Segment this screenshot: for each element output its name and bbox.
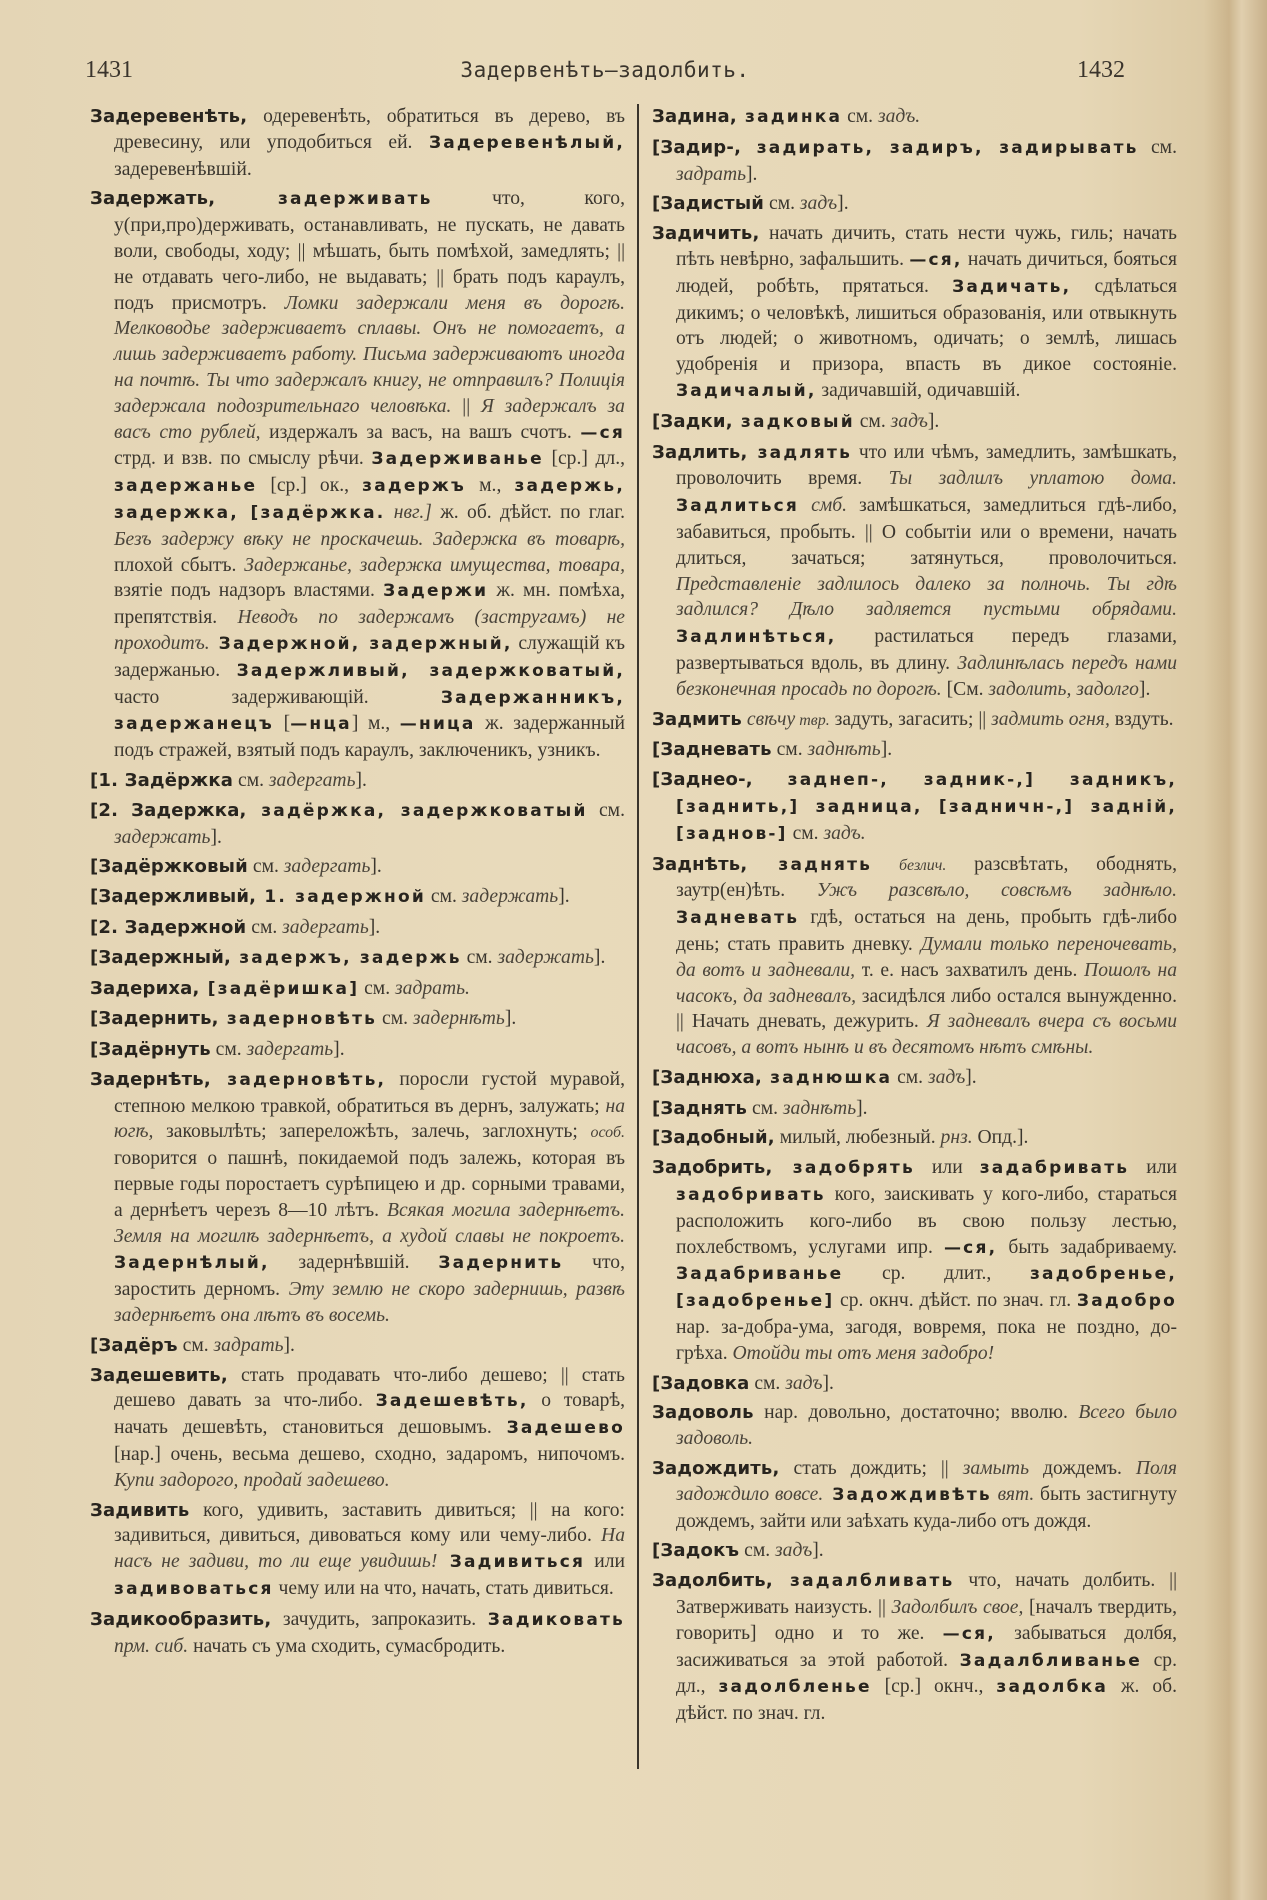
definition-text: зачудить, запроказить. [271,1608,488,1630]
definition-text: см. [771,739,808,761]
example-text: свѣчу [742,708,796,730]
definition-text: см. [210,1039,247,1061]
definition-text: милый, любезный. [774,1127,941,1149]
example-text: задъ [890,410,928,432]
headword: Задина, [652,106,737,127]
definition-text: взятіе подъ надзоръ властями. [114,580,384,602]
derived-form: Задерживанье [371,449,544,470]
example-text: задержать [114,826,211,848]
headword: Задмить [652,708,743,730]
headword: Задолбить, [652,1570,773,1592]
example-text: задъ [785,1372,823,1394]
definition-text: забываться долбя, засиживаться за этой работой. [676,1622,1177,1671]
definition-text: см. [787,822,824,844]
derived-form: заднюшка [762,1067,893,1088]
derived-form: Задневать [676,908,800,929]
headword: [Задистый [652,193,765,215]
derived-form: Задичалый, [676,380,817,401]
definition-text: задичавшій, одичавшій. [816,379,1021,401]
headword: [Задернить, [90,1008,219,1030]
definition-text: заковылѣть; запереложѣть, залечь, заглохнуть; [153,1121,591,1143]
definition-text: или [914,1157,980,1179]
definition-text: задернѣвшій. [269,1252,439,1274]
definition-text: см. [739,1540,776,1562]
definition-text: говорится о пашнѣ, покидаемой подъ залежь, которая въ первые годы поростаетъ сурѣпицею и др. сорными травами, а дернѣетъ черезъ 8—10 лѣтъ. [114,1148,625,1221]
headword: Задобрить, [652,1157,773,1179]
dictionary-entry [90,1498,625,1603]
definition-text: стрд. и взв. по смыслу рѣчи. [114,448,372,470]
derived-form: задивоваться [114,1579,274,1600]
example-text: задернѣть [412,1008,505,1030]
derived-form: задобривать [676,1185,826,1206]
example-text: Я задержалъ за васъ сто рублей, [114,395,625,443]
definition-text: растилаться передъ глазами, развертываться вдоль, въ длину. [676,626,1177,674]
derived-form: Задешевѣть, [375,1391,529,1412]
definition-text: ср. дл., [676,1649,1177,1698]
dictionary-entry [90,1037,625,1063]
derived-form: Задержи [383,581,489,602]
definition-text: или [585,1551,626,1573]
definition-text: см. [246,916,283,938]
definition-text: ]. [880,739,893,761]
example-text: задъ. [877,106,921,127]
example-text: задержать [497,946,594,968]
definition-text: стать продавать что-либо дешево; || стать дешево давать за что-либо. [114,1364,625,1412]
dictionary-entry [652,852,1177,1061]
definition-text: сдѣлаться дикимъ; о человѣкѣ, лишиться образованія, или отвыкнуть отъ людей; о животномъ, одичать; о землѣ, лишась удобренія и призора, впасть въ дикое состояніе. [676,275,1177,376]
headword: Задешевить, [90,1364,228,1386]
page-header [85,52,1125,88]
example-text: Задлинѣлась передъ нами безконечная просадь по дорогѣ. [676,652,1178,700]
headword: [Заднео-, [652,769,753,791]
example-text: Поля задождило вовсе. [676,1458,1177,1505]
example-text: Ужъ разсвѣло, совсѣмъ заднѣло. [816,880,1177,902]
definition-text: часто задерживающій. [114,686,441,708]
dictionary-entry [652,1538,1177,1564]
example-text: рнз. [940,1127,973,1149]
example-text: задергать [282,916,369,938]
derived-form: Задернить [438,1253,564,1274]
left-column [90,104,625,1663]
headword: [Задки, [652,410,733,432]
column-divider [637,104,639,1769]
headword: [Задёржковый [90,856,248,878]
derived-form: задержъ, задержь [231,947,462,968]
dictionary-entry [90,798,625,851]
definition-text: чему или на что, начать, стать дивиться. [273,1578,614,1600]
example-text: замыть [962,1458,1029,1480]
headword: [2. Задержной [90,916,247,938]
example-text: задъ [927,1066,966,1088]
dictionary-entry [90,768,625,794]
example-text: Купи задорого, продай задешево. [114,1469,390,1491]
definition-text: кого, удивить, заставить дивиться; || на кого: задивиться, дивиться, дивоваться кому или чему-либо. [114,1499,625,1547]
dictionary-entry [652,707,1177,734]
definition-text: || [451,395,481,417]
derived-form: задабривать [979,1158,1130,1179]
definition-text: поросли густой муравой, степною мелкою травкой, обратиться въ дернъ, залужать; [114,1068,625,1117]
example-text: Неводъ по задержамъ (застругамъ) не проходитъ. [114,607,625,654]
example-text: заднѣть [782,1097,857,1119]
derived-form: задерновѣть, [210,1069,387,1090]
headword: Задивить [90,1499,190,1521]
derived-form: задалбливать [772,1571,955,1592]
dictionary-entry [90,186,625,764]
example-text: Отойди ты отъ меня задобро! [732,1342,995,1364]
definition-text: ср. окнч. дѣйст. по знач. гл. [834,1290,1077,1312]
example-text: задергать [246,1039,334,1061]
dictionary-entry [90,104,625,182]
example-text: задергать [283,856,371,878]
definition-text: о товарѣ, начать дешевѣть, становиться дешовымъ. [114,1390,625,1439]
definition-text: что, кого, у(при,про)держивать, останавливать, не пускать, не давать воли, свободы, ходу; || мѣшать, быть помѣхой, замедлять; || не отдавать чего-либо, не выдавать; || брать подъ караулъ, подъ присмотръ. [114,188,625,314]
dictionary-entry [90,1333,625,1359]
example-text: Эту землю не скоро задернишь, развѣ задернѣетъ она лѣтъ въ восемь. [114,1279,625,1327]
definition-text: см. [461,946,498,968]
example-text: задрать [676,163,747,185]
example-text: нвг.] [385,501,432,523]
headword: Задоволь [652,1402,754,1424]
example-text: Всего было задоволь. [676,1402,1177,1450]
example-text: задъ [799,193,838,215]
dictionary-entry [652,1065,1177,1092]
headword: [Задёръ [90,1334,178,1356]
derived-form: —ся [580,422,625,443]
definition-text: замѣшкаться, замедлиться гдѣ-либо, забавиться, пробыть. || О событіи или о времени, начать длиться, зачаться; затянуться, проволочиться. [676,495,1177,569]
definition-text: ж. об. дѣйст. по знач. гл. [676,1676,1177,1725]
headword: [1. Задёржка [90,769,234,791]
page-number-left: 1431 [85,56,133,83]
headword: [Задержливый, [90,886,257,908]
dictionary-entry [652,1125,1177,1151]
derived-form: Задержной, задержный, [209,633,513,654]
definition-text: стать дождить; || [779,1458,963,1480]
headword: [Заднюха, [652,1066,763,1088]
derived-form: Задержливый, задержковатый, [236,660,625,681]
definition-text: ж. мн. помѣха, препятствія. [114,580,626,629]
page-number-right: 1432 [1077,56,1125,83]
derived-form: задлять [747,442,853,463]
example-text: Ломки задержали меня въ дорогѣ. Мелководье задерживаетъ сплавы. Онъ не помогаетъ, а лишь задерживаетъ работу. Письма задерживаютъ иногда на почтѣ. Ты что задержалъ книгу, не отправилъ? Полиція задержала подозрительнаго человѣка. [114,292,625,417]
definition-text: см. [425,886,462,908]
definition-text: м., [466,475,515,497]
definition-text: кого, заискивать у кого-либо, стараться расположить кого-либо въ свою пользу лестью, похлебствомъ, услугами ипр. [676,1184,1177,1258]
dictionary-entry [652,191,1177,217]
definition-text: [ср.] окнч., [871,1676,997,1698]
derived-form: заднять [747,854,873,875]
dictionary-entry [652,440,1177,703]
derived-form: Задождивѣть [823,1484,992,1505]
headword: Задождить, [652,1458,780,1480]
grammar-label: особ. [590,1124,625,1142]
example-text: Я задневалъ вчера съ восьми часовъ, а вотъ нынѣ и въ десятомъ нѣтъ смѣны. [676,1011,1177,1059]
example-text: задъ [775,1540,813,1562]
derived-form: 1. задержной [256,887,426,908]
derived-form: Задержанникъ, задержанецъ [114,687,625,735]
example-text: Безъ задержу вѣку не проскачешь. Задержка въ товарѣ, [114,528,625,550]
derived-form: задерновѣть [218,1009,378,1030]
example-text: Задолбилъ свое, [891,1597,1024,1619]
dictionary-entry [652,1568,1177,1727]
dictionary-entry [652,1400,1177,1452]
derived-form: задковый [732,411,855,432]
derived-form: Задлиться [676,496,800,517]
definition-text: ]. [558,886,570,908]
definition-text: задеревенѣвшій. [114,158,252,180]
example-text: задъ. [823,822,866,844]
definition-text: [См. [941,678,989,700]
definition-text: или [1129,1157,1178,1179]
derived-form: —нца [290,714,352,735]
definition-text: быть задабриваему. [997,1236,1177,1258]
derived-form: —ся, [943,1237,998,1258]
headword: Заднѣть, [652,853,748,875]
example-text: задергать [268,769,356,791]
definition-text: ]. [812,1540,824,1562]
definition-text: см. [177,1334,214,1356]
definition-text: начать дичить, стать нести чужь, гиль; начать пѣть невѣрно, зафальшить. [676,223,1177,270]
headword: Задичить, [652,223,760,245]
headword: [Заднять [652,1097,748,1119]
definition-text: что или чѣмъ, замедлить, замѣшкать, проволочить время. [676,441,1177,490]
running-title: Задервенѣть—задолбить. [460,58,750,82]
definition-text: [нар.] очень, весьма дешево, сходно, задаромъ, нипочомъ. [114,1444,625,1466]
headword: Задикообразить, [90,1608,272,1630]
definition-text: [началъ твердить, говорить] одно и то же. [676,1597,1177,1644]
example-text: Задержанье, задержка имущества, товара, [244,554,625,576]
definition-text: ]. [822,1372,834,1394]
definition-text: см. [854,410,891,432]
derived-form: Задивиться [437,1552,586,1573]
headword: [Задёрнуть [90,1039,211,1061]
definition-text: см. [892,1066,928,1088]
dictionary-entry [652,737,1177,763]
example-text: Пошолъ на часокъ, да задневалъ, [676,959,1177,1007]
dictionary-entry [652,767,1177,847]
derived-form: Задернѣлый, [114,1253,270,1274]
definition-text: ср. длит., [843,1263,1030,1285]
definition-text: [ср.] ок., [257,475,363,497]
example-text: заднѣть [807,739,881,761]
derived-form: —ся, [909,249,963,270]
derived-form: задобрять [772,1158,915,1179]
definition-text: ] м., [351,713,400,735]
derived-form: Задеревенѣлый, [428,132,625,153]
headword: [Задневать [652,739,772,761]
derived-form: задерживать [215,189,433,210]
definition-text: гдѣ, остаться на день, пробыть гдѣ-либо день; стать править дневку. [676,907,1177,955]
definition-text: см. [842,106,878,127]
definition-text: что, начать долбить. || Затверживать наизусть. || [676,1570,1177,1619]
definition-text: ж. задержанный подъ стражей, взятый подъ караулъ, заключеникъ, узникъ. [114,713,625,762]
definition-text: задуть, загасить; || [829,708,992,730]
headword: Задержать, [90,188,216,210]
derived-form: задобренье, [задобренье] [676,1264,1177,1312]
definition-text: см. [764,193,800,215]
example-text: Представленіе задлилось далеко за полночь. Ты гдѣ задлился? Дѣло задляется пустыми обрядами. [676,573,1177,621]
example-text: Думали только переночевать, да вотъ и задневали, [676,933,1177,981]
dictionary-entry [652,1456,1177,1534]
derived-form: Задабриванье [676,1264,844,1285]
derived-form: задинка [736,107,843,127]
headword: Задлить, [652,441,748,463]
derived-form: [задёришка] [199,978,360,999]
example-text: Ты задлилъ уплатою дома. [888,468,1177,490]
headword: Задеревенѣть, [90,106,248,127]
example-text: прм. сиб. [114,1635,189,1657]
derived-form: Задешево [506,1418,625,1439]
right-column [652,104,1177,1731]
headword: [Задир-, [652,136,742,158]
definition-text: ]. [746,163,758,185]
definition-text: [ср.] дл., [543,448,625,470]
definition-text: разсвѣтать, ободнять, заутр(ен)ѣть. [676,853,1178,902]
definition-text: начать дичиться, бояться людей, робѣть, прятаться. [676,248,1177,297]
derived-form: —ница [399,714,476,735]
dictionary-entry [652,1096,1177,1122]
definition-text: см. [377,1008,413,1030]
definition-text: ж. об. дѣйст. по глаг. [431,501,625,523]
derived-form: задирать, задиръ, задирывать [741,137,1139,158]
dictionary-entry [90,854,625,880]
headword: Задериха, [90,977,200,999]
dictionary-entry [652,1371,1177,1397]
derived-form: Задиковать [487,1609,625,1630]
definition-text: что, заростить дерномъ. [114,1252,625,1301]
definition-text: см. [749,1372,786,1394]
definition-text: ]. [333,1039,345,1061]
dictionary-entry [90,1006,625,1033]
definition-text: ]. [856,1097,868,1119]
definition-text: см. [587,799,625,821]
definition-text: дождемъ. [1029,1458,1136,1480]
definition-text: ]. [927,410,940,432]
definition-text: издержалъ за васъ, на вашъ счотъ. [260,421,581,443]
example-text: Всякая могила задернѣетъ. Земля на могилѣ задернѣетъ, а худой славы не покроетъ. [114,1199,625,1247]
derived-form: задолбленье [718,1677,872,1698]
headword: [Задержный, [90,946,232,968]
definition-text: ]. [370,856,382,878]
definition-text: нар. довольно, достаточно; вволю. [753,1402,1079,1424]
definition-text: начать съ ума сходить, сумасбродить. [188,1635,506,1657]
definition-text: ]. [504,1008,517,1030]
definition-text: ]. [1138,678,1151,700]
derived-form: —ся, [942,1623,996,1644]
derived-form: задержанье [114,476,258,497]
dictionary-entry [652,221,1177,405]
headword: [Задовка [652,1372,750,1394]
definition-text: ]. [837,193,849,215]
dictionary-entry [652,1155,1177,1366]
dictionary-entry [652,104,1177,131]
headword: [Задобный, [652,1127,775,1149]
definition-text: ]. [368,916,381,938]
example-text: задолить, задолго [988,678,1139,700]
definition-text: нар. за-добра-ума, загодя, вовремя, пока не поздно, до-грѣха. [676,1317,1177,1364]
example-text: смб. [799,495,848,517]
definition-text: см. [747,1097,783,1119]
definition-text: ]. [965,1066,977,1088]
definition-text: см. [233,769,269,791]
definition-text: ]. [593,946,606,968]
derived-form: Задлинѣться, [676,627,837,648]
definition-text: быть застигнуту дождемъ, зайти или заѣхать куда-либо отъ дождя. [676,1483,1177,1532]
definition-text: т. е. насъ захватилъ день. [855,959,1085,981]
dictionary-entry [90,1067,625,1329]
dictionary-entry [90,945,625,972]
dictionary-entry [90,1607,625,1660]
definition-text: вздуть. [1109,708,1174,730]
derived-form: Задичать, [952,276,1072,297]
example-text: задрать. [395,977,470,999]
dictionary-entry [90,1363,625,1494]
example-text: задрать [213,1334,284,1356]
grammar-label: безлич. [872,856,947,874]
definition-text: служащій къ задержанью. [114,632,626,681]
example-text: задержать [461,886,559,908]
grammar-label: твр. [795,711,830,729]
derived-form: задёржка, задержковатый [246,800,588,821]
definition-text: плохой сбытъ. [114,554,245,576]
definition-text: см. [1138,136,1177,158]
dictionary-entry [90,915,625,941]
headword: Задернѣть, [90,1068,211,1090]
headword: [2. Задержка, [90,799,247,821]
derived-form: задержь, задержка, [задёржка. [114,476,625,523]
definition-text: ]. [283,1334,295,1356]
dictionary-entry [652,135,1177,188]
derived-form: заднеп-, задник-,] задникъ, [заднить,] задница, [задничн-,] задній, [заднов-] [676,770,1177,844]
definition-text: Опд.]. [972,1127,1029,1149]
definition-text: см. [247,856,284,878]
definition-text: см. [359,977,395,999]
dictionary-entry [90,884,625,911]
example-text: вят. [991,1483,1035,1505]
headword: [Задокъ [652,1540,740,1562]
definition-text: ]. [355,769,367,791]
derived-form: Задобро [1076,1291,1177,1312]
derived-form: задолбка [996,1677,1109,1698]
definition-text: [ [274,713,291,735]
derived-form: Задалбливанье [959,1650,1142,1671]
example-text: на югѣ, [114,1095,625,1143]
definition-text: одеревенѣть, обратиться въ дерево, въ древесину, или уподобиться ей. [114,106,625,153]
example-text: задмить огня, [991,708,1110,730]
dictionary-entry [90,976,625,1003]
definition-text: ]. [210,826,222,848]
definition-text: засидѣлся либо остался вынужденно. || Начать дневать, дежурить. [676,985,1177,1033]
dictionary-entry [652,409,1177,436]
example-text: На насъ не задиви, то ли еще увидишь! [114,1525,625,1573]
derived-form: задержъ [362,476,467,497]
